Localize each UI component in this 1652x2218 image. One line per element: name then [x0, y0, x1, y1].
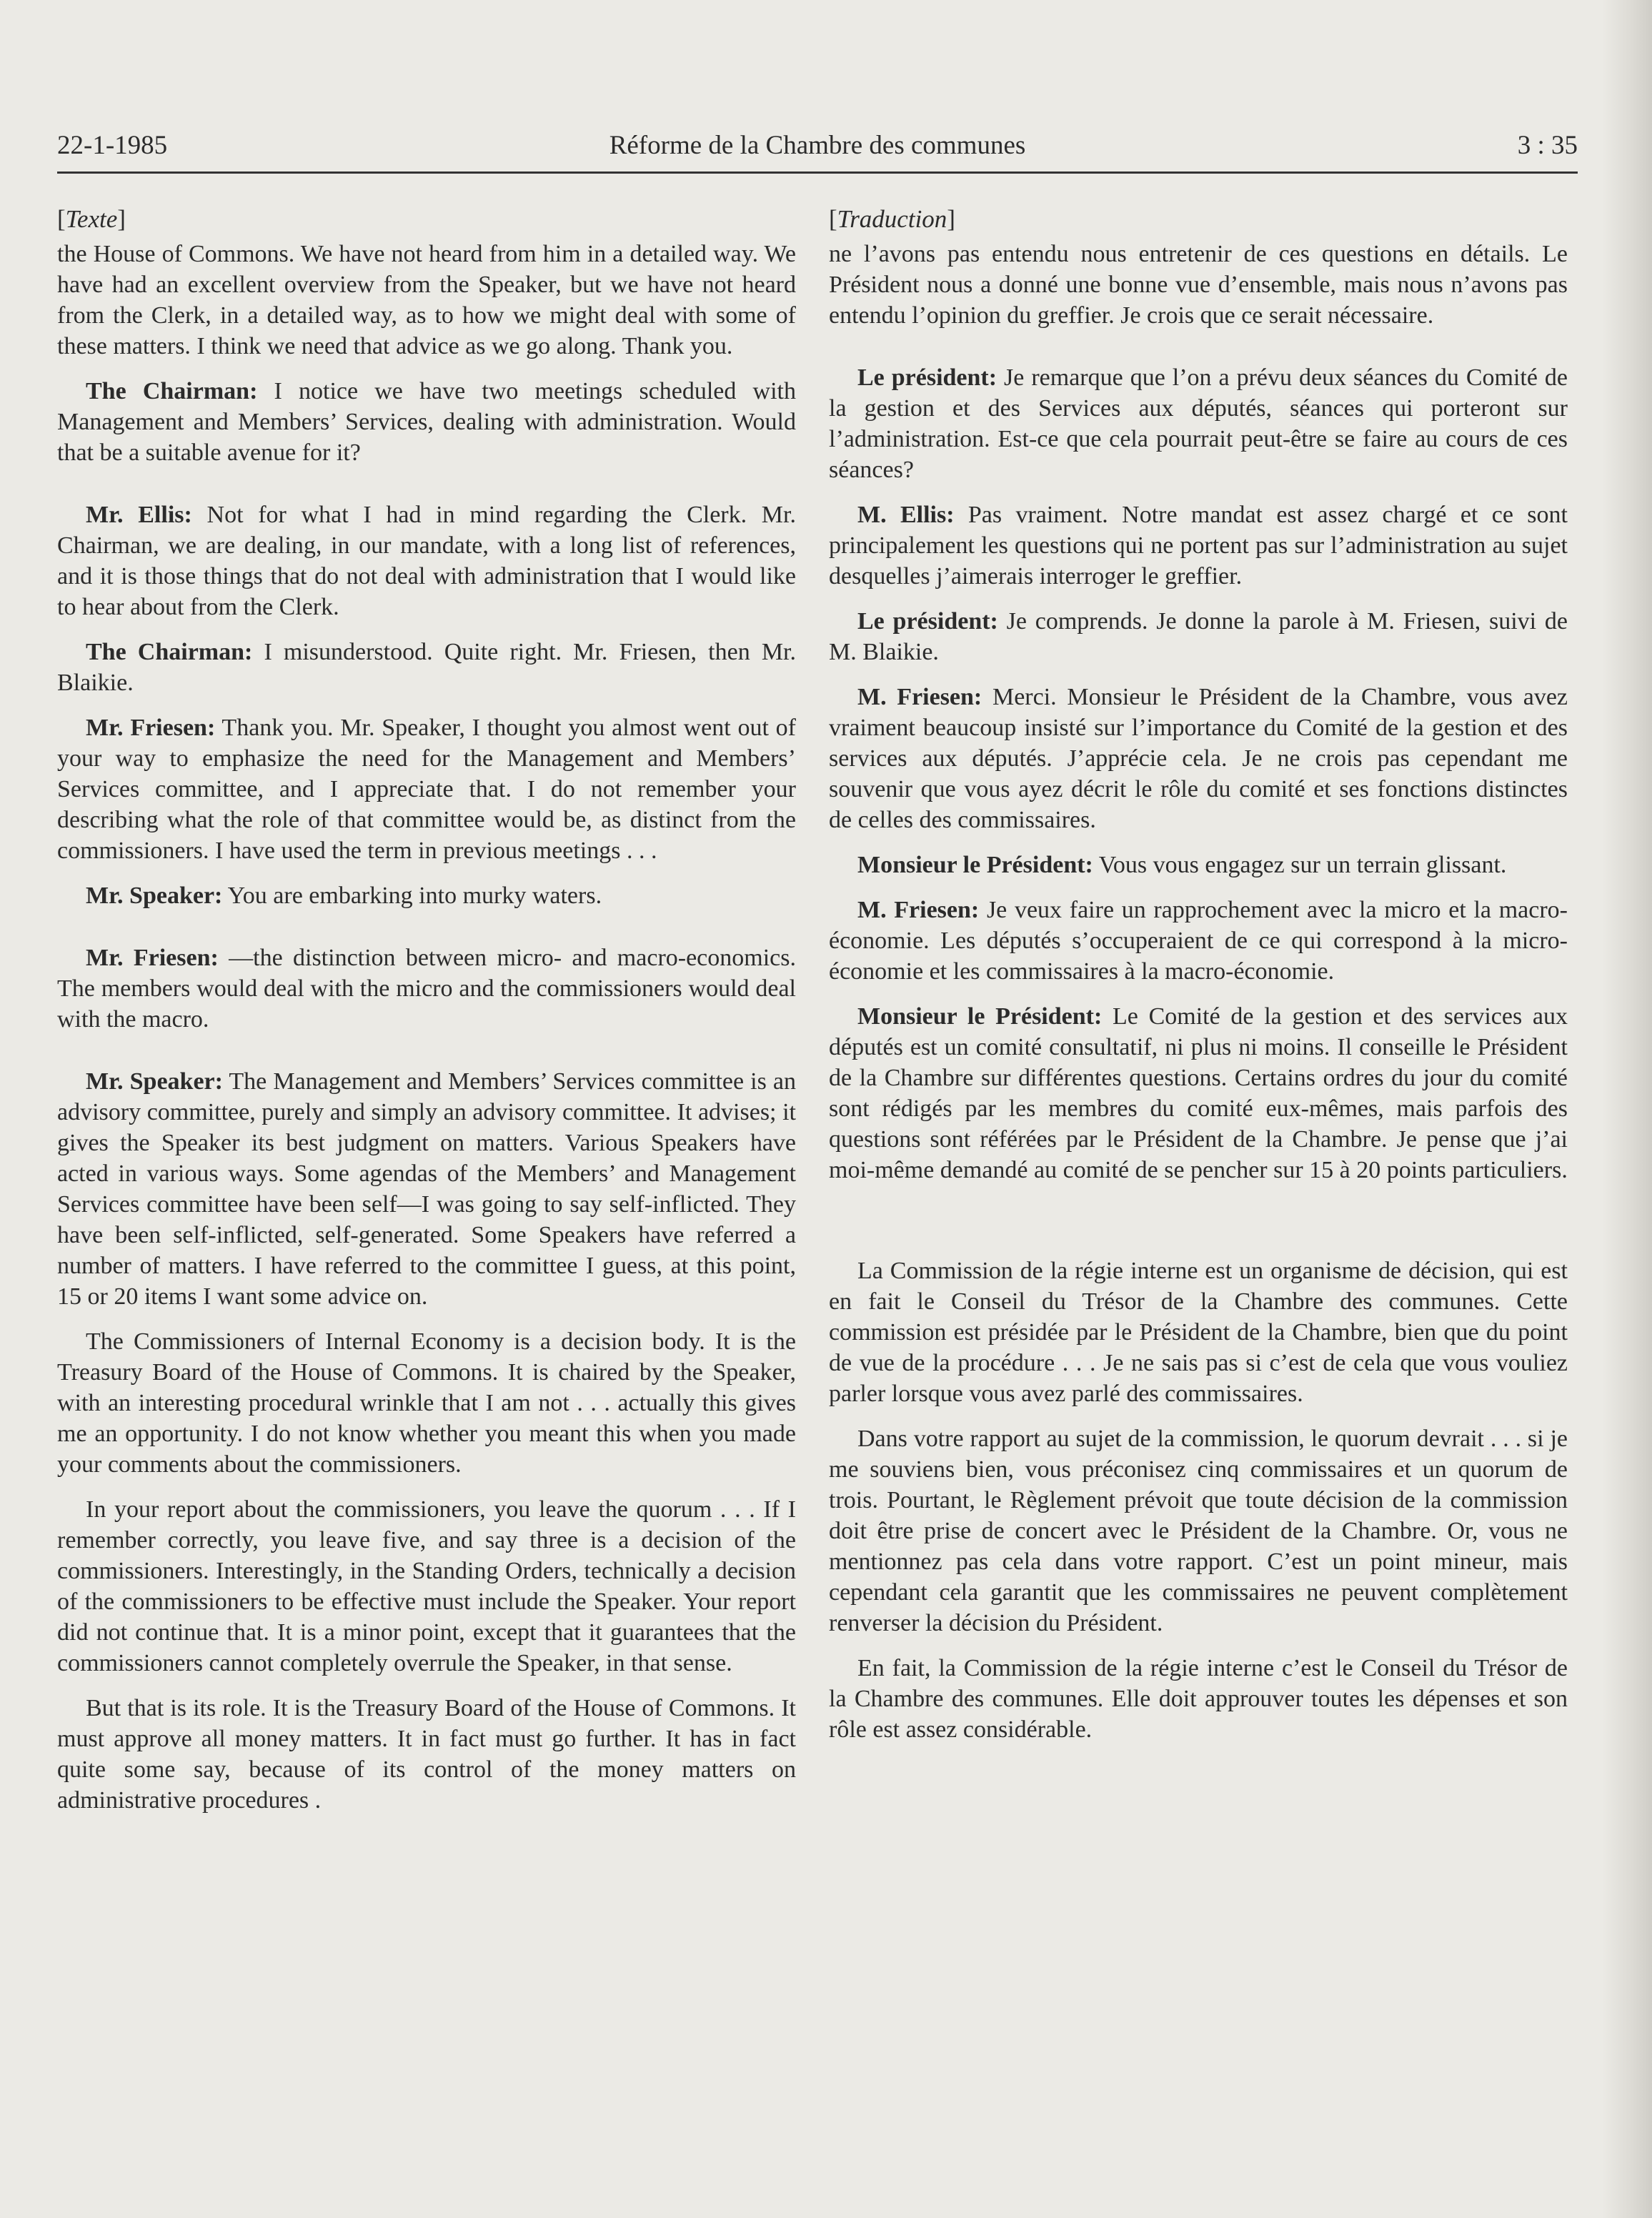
column-tag-text: Traduction: [837, 205, 947, 233]
speech-text: Not for what I had in mind regarding the Clerk. Mr. Chairman, we are dealing, in our mandate, with a long list of references, and it is those things that do not deal with administration that I would like to hear about from the Clerk.: [57, 502, 796, 620]
speech-text: Je veux faire un rapprochement avec la micro et la macro-économie. Les députés s’occuperaient de ce qui correspond à la micro-économie et les commissaires à la macro-économie.: [829, 897, 1568, 985]
paragraph: [829, 499, 1568, 592]
paragraph: In your report about the commissioners, you leave the quorum . . . If I remember correctly, you leave five, and say three is a decision of the commissioners. Interestingly, in the Standing Orders, technically a decision of the commissioners to be effective must include the Speaker. Your report did not continue that. It is a minor point, except that it guarantees that the commissioners cannot completely overrule the Speaker, in that sense.: [57, 1496, 796, 1676]
speaker-name: M. Ellis:: [857, 502, 955, 528]
speaker-name: M. Friesen:: [857, 684, 982, 710]
paragraph: [57, 637, 796, 698]
speech-text: I misunderstood. Quite right. Mr. Friesen, then Mr. Blaikie.: [57, 639, 796, 696]
speech-text: You are embarking into murky waters.: [222, 882, 602, 909]
paragraph: Dans votre rapport au sujet de la commission, le quorum devrait . . . si je me souviens bien, vous préconisez cinq commissaires et un quorum de trois. Pourtant, le Règlement prévoit que toute décision de la commission doit être prise de concert avec le Président de la Chambre. Or, vous ne mentionnez pas cela dans votre rapport. C’est un point mineur, mais cependant cela garantit que les commissaires ne peuvent complètement renverser la décision du Président.: [829, 1426, 1568, 1636]
paragraph: [57, 376, 796, 468]
speaker-name: Mr. Speaker:: [86, 1068, 223, 1095]
speech-text: Merci. Monsieur le Président de la Chambre, vous avez vraiment beaucoup insisté sur l’importance du Comité de la gestion et des services aux députés. J’apprécie cela. Je ne crois pas cependant me souvenir que vous ayez décrit le rôle du comité et ses fonctions distinctes de celles des commissaires.: [829, 684, 1568, 833]
paragraph: [57, 880, 796, 911]
speaker-name: Mr. Ellis:: [86, 502, 192, 528]
speech-text: Pas vraiment. Notre mandat est assez chargé et ce sont principalement les questions qui ne portent pas sur l’administration au sujet desquelles j’aimerais interroger le greffier.: [829, 502, 1568, 590]
speaker-name: Mr. Friesen:: [86, 715, 216, 741]
paragraph: [829, 895, 1568, 987]
book-spine-shadow: [1602, 0, 1652, 2218]
speaker-name: Monsieur le Président:: [857, 852, 1093, 878]
speech-text: Thank you. Mr. Speaker, I thought you almost went out of your way to emphasize the need for the Management and Members’ Services committee, and I appreciate that. I do not remember your describing what the role of that committee would be, as distinct from the commissioners. I have used the term in previous meetings . . .: [57, 715, 796, 864]
paragraph: [57, 499, 796, 622]
paragraph: The Commissioners of Internal Economy is a decision body. It is the Treasury Board of the House of Commons. It is chaired by the Speaker, with an interesting procedural wrinkle that I am not . . . actually this gives me an opportunity. I do not know whether you meant this when you made your comments about the commissioners.: [57, 1328, 796, 1478]
speaker-name: The Chairman:: [86, 378, 258, 404]
paragraph: En fait, la Commission de la régie interne c’est le Conseil du Trésor de la Chambre des communes. Elle doit approuver toutes les dépenses et son rôle est assez considérable.: [829, 1655, 1568, 1743]
speech-text: Je remarque que l’on a prévu deux séances du Comité de la gestion et des Services aux députés, séances qui porteront sur l’administration. Est-ce que cela pourrait peut-être se faire au cours de ces séances?: [829, 364, 1568, 483]
speaker-name: Le président:: [857, 364, 997, 391]
speech-text: —the distinction between micro- and macro-economics. The members would deal with the micro and the commissioners would deal with the macro.: [57, 945, 796, 1033]
page-header: [57, 130, 1578, 170]
speaker-name: Mr. Friesen:: [86, 945, 219, 971]
speaker-name: The Chairman:: [86, 639, 253, 665]
paragraph: [829, 362, 1568, 485]
paragraph: [57, 712, 796, 866]
paragraph: [829, 1001, 1568, 1185]
paragraph: But that is its role. It is the Treasury Board of the House of Commons. It must approve all money matters. It in fact must go further. It has in fact quite some say, because of its control of the money matters on administrative procedures .: [57, 1695, 796, 1814]
speaker-name: M. Friesen:: [857, 897, 980, 923]
paragraph: ne l’avons pas entendu nous entretenir de ces questions en détails. Le Président nous a donné une bonne vue d’ensemble, mais nous n’avons pas entendu l’opinion du greffier. Je crois que ce serait nécessaire.: [829, 241, 1568, 329]
header-title: Réforme de la Chambre des communes: [609, 131, 1026, 160]
speaker-name: Mr. Speaker:: [86, 882, 223, 909]
header-date: 22-1-1985: [57, 131, 168, 160]
paragraph: [829, 682, 1568, 835]
header-rule: [57, 171, 1578, 174]
paragraph: [57, 943, 796, 1035]
column-tag: [Texte]: [57, 205, 126, 233]
column-tag: [Traduction]: [829, 205, 955, 233]
column-french: [829, 204, 1568, 1759]
column-english: [57, 204, 796, 1830]
paragraph: La Commission de la régie interne est un organisme de décision, qui est en fait le Conseil du Trésor de la Chambre des communes. Cette commission est présidée par le Président de la Chambre, bien que du point de vue de la procédure . . . Je ne sais pas si c’est de cela que vous vouliez parler lorsque vous avez parlé des commissaires.: [829, 1258, 1568, 1407]
paragraph: [829, 850, 1568, 880]
header-page-number: 3 : 35: [1517, 131, 1578, 160]
speech-text: I notice we have two meetings scheduled with Management and Members’ Services, dealing with administration. Would that be a suitable avenue for it?: [57, 378, 796, 466]
speech-text: Le Comité de la gestion et des services aux députés est un comité consultatif, ni plus ni moins. Il conseille le Président de la Chambre sur différentes questions. Certains ordres du jour du comité sont rédigés par les membres du comité eux-mêmes, mais parfois des questions sont référées par le Président de la Chambre. Je pense que j’ai moi-même demandé au comité de se pencher sur 15 à 20 points particuliers.: [829, 1003, 1568, 1183]
speaker-name: Monsieur le Président:: [857, 1003, 1103, 1030]
paragraph: [57, 1066, 796, 1312]
column-tag-text: Texte: [65, 205, 118, 233]
speech-text: The Management and Members’ Services committee is an advisory committee, purely and simply an advisory committee. It advises; it gives the Speaker its best judgment on matters. Various Speakers have acted in various ways. Some agendas of the Members’ and Management Services committee have been self—I was going to say self-inflicted. They have been self-inflicted, self-generated. Some Speakers have referred a number of matters. I have referred to the committee I guess, at this point, 15 or 20 items I want some advice on.: [57, 1068, 796, 1310]
column-spacer: [829, 1200, 1568, 1255]
paragraph: the House of Commons. We have not heard from him in a detailed way. We have had an excellent overview from the Speaker, but we have not heard from the Clerk, in a detailed way, as to how we might deal with some of these matters. I think we need that advice as we go along. Thank you.: [57, 241, 796, 359]
paragraph: [829, 606, 1568, 667]
speaker-name: Le président:: [857, 608, 998, 635]
speech-text: Vous vous engagez sur un terrain glissant.: [1093, 852, 1507, 878]
speech-text: Je comprends. Je donne la parole à M. Friesen, suivi de M. Blaikie.: [829, 608, 1568, 665]
